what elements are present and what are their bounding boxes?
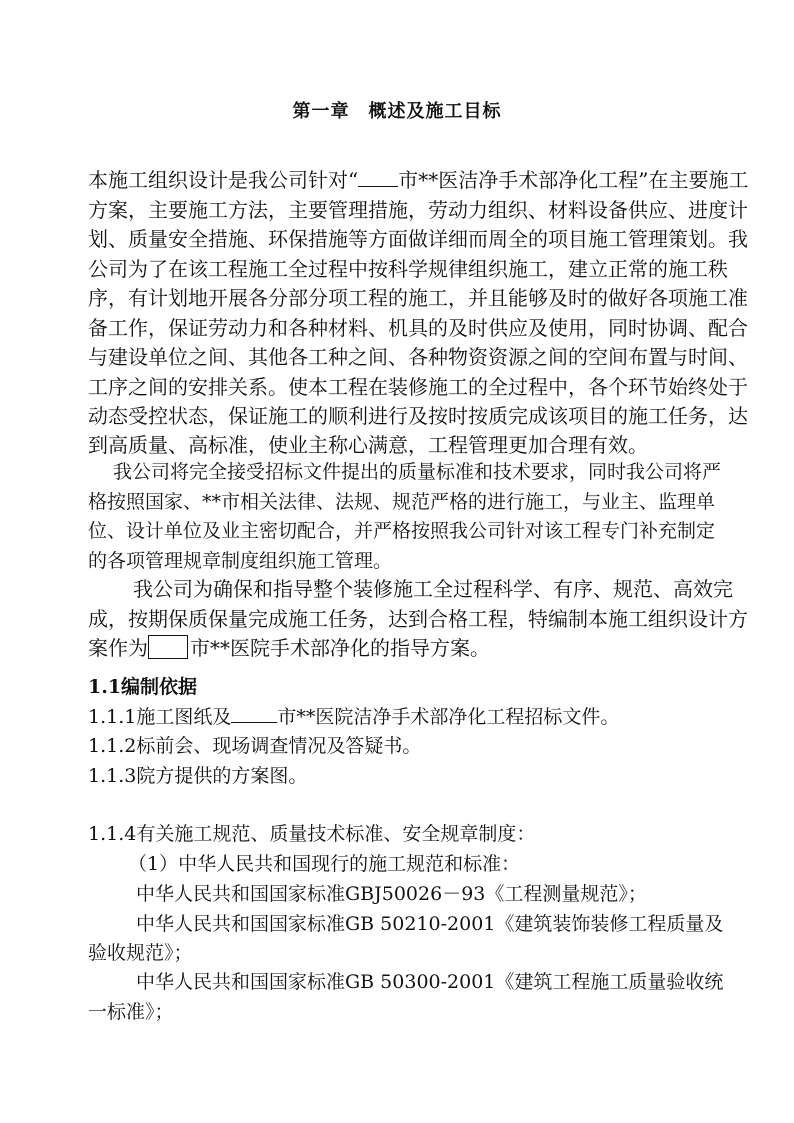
text: 市**医院洁净手术部净化工程招标文件。 — [277, 706, 620, 728]
text: 本施工组织设计是我公司针对“ — [88, 168, 359, 192]
text: 案作为 — [88, 636, 148, 660]
text: 市**医洁净手术部净化工程”在主要施工 — [398, 168, 749, 192]
chapter-title: 第一章 概述及施工目标 — [292, 101, 502, 122]
list-item: 验收规范》； — [88, 942, 193, 964]
list-item: 中华人民共和国国家标准GBJ50026－93《工程测量规范》； — [136, 883, 647, 905]
paragraph-line: 格按照国家、**市相关法律、法规、规范严格的进行施工，与业主、监理单 — [88, 491, 716, 513]
paragraph-line: 备工作，保证劳动力和各种材料、机具的及时供应及使用，同时协调、配合 — [88, 316, 748, 340]
paragraph-line: 成，按期保质保量完成施工任务，达到合格工程，特编制本施工组织设计方 — [88, 607, 748, 631]
paragraph-line: 公司为了在该工程施工全过程中按科学规律组织施工，建立正常的施工秩 — [88, 257, 728, 281]
list-item: （1）中华人民共和国现行的施工规范和标准： — [128, 853, 521, 875]
paragraph-line: 到高质量、高标准，使业主称心满意，工程管理更加合理有效。 — [88, 433, 648, 457]
paragraph-line — [88, 634, 712, 662]
blank-field — [231, 704, 277, 723]
text: 市**医院手术部净化的指导方案。 — [190, 636, 490, 660]
list-item: 1.1.4有关施工规范、质量技术标准、安全规章制度： — [88, 823, 536, 845]
list-item: 中华人民共和国国家标准GB 50300-2001《建筑工程施工质量验收统 — [136, 971, 724, 993]
paragraph-line: 动态受控状态，保证施工的顺利进行及按时按质完成该项目的施工任务，达 — [88, 404, 748, 428]
paragraph-line: 工序之间的安排关系。使本工程在装修施工的全过程中，各个环节始终处于 — [88, 375, 748, 399]
paragraph-line: 位、设计单位及业主密切配合，并严格按照我公司针对该工程专门补充制定 — [88, 520, 716, 542]
paragraph-line: 划、质量安全措施、环保措施等方面做详细而周全的项目施工管理策划。我 — [88, 227, 748, 251]
list-item — [88, 703, 712, 731]
text: 1.1.1施工图纸及 — [88, 706, 232, 728]
section-heading: 1.1编制依据 — [88, 676, 198, 698]
paragraph-line: 我公司为确保和指导整个装修施工全过程科学、有序、规范、高效完 — [133, 577, 733, 601]
paragraph-line: 与建设单位之间、其他各工种之间、各种物资资源之间的空间布置与时间、 — [88, 345, 748, 369]
list-item: 中华人民共和国国家标准GB 50210-2001《建筑装饰装修工程质量及 — [136, 913, 724, 935]
blank-field — [358, 168, 398, 187]
paragraph-line: 的各项管理规章制度组织施工管理。 — [88, 550, 393, 572]
paragraph-line: 序，有计划地开展各分部分项工程的施工，并且能够及时的做好各项施工准 — [88, 286, 748, 310]
paragraph-line: 我公司将完全接受招标文件提出的质量标准和技术要求，同时我公司将严 — [113, 461, 722, 483]
blank-box — [148, 635, 188, 659]
list-item: 1.1.2标前会、现场调查情况及答疑书。 — [88, 735, 422, 757]
paragraph-line: 方案，主要施工方法，主要管理措施，劳动力组织、材料设备供应、进度计 — [88, 198, 748, 222]
list-item: 1.1.3院方提供的方案图。 — [88, 765, 308, 787]
list-item: 一标准》； — [88, 1001, 174, 1023]
paragraph-line — [88, 166, 749, 194]
